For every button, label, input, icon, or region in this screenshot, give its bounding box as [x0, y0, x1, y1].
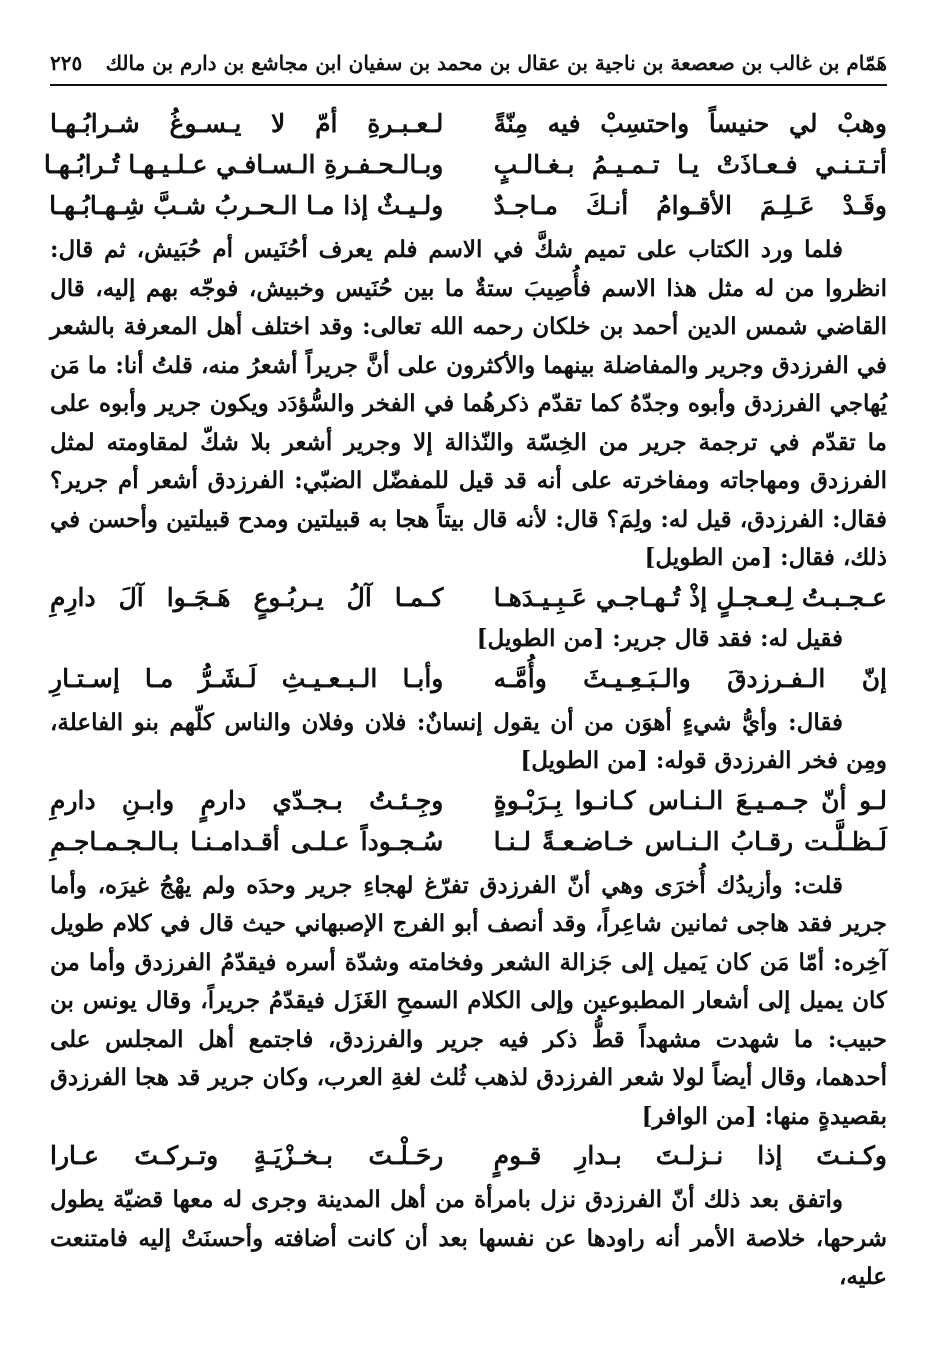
verse-second-hemistich: وجِـئـتُ بـجـدّي دارمٍ وابـنِ دارمِ	[50, 785, 444, 815]
header-title: هَمّام بن غالب بن صعصعة بن ناجية بن عقال بن محمد بن سفيان ابن مجاشع بن دارم بن مالك	[105, 51, 887, 75]
verse-line	[50, 578, 887, 619]
verse-first-hemistich: إنّ الـفـرزدقَ والـبَـعِـيـثَ وأُمَّـه	[493, 663, 887, 693]
verse-first-hemistich: لـو أنّ جـمـيـعَ الـنـاس كـانـوا بِـرَبْـوةٍ	[493, 785, 887, 815]
verse-second-hemistich: كـمـا آلُ يـربُـوعٍ هَـجَـوا آلَ دارِمِ	[50, 582, 444, 612]
page-number: ٢٢٥	[50, 51, 83, 75]
verse-second-hemistich: لـعـبـرةِ أمّ لا يـسـوغُ شـرابُـهـا	[50, 109, 444, 138]
verse-line	[50, 1136, 887, 1177]
prose-paragraph: فقال: وأيُّ شيءٍ أهوَن من أن يقول إنسانٌ: فلان وفلان والناس كلّهم بنو الفاعلة، ومِن فخر الفرزدق قوله: [من الطويل]	[50, 708, 887, 774]
verse-second-hemistich: وأبـا الـبـعـيـثِ لَـشَـرُّ مـا إسـتـارِ	[50, 663, 444, 693]
verse-first-hemistich: وقَـدْ عَـلِـمَ الأقـوامُ أنـكَ مـاجـدٌ	[493, 191, 887, 220]
verse-line	[50, 104, 887, 145]
prose-paragraph: فقيل له: فقد قال جرير: [من الطويل]	[476, 624, 843, 652]
verse-first-hemistich: لَـظـلَّـت رقـابُ الـنـاس خـاضـعـةً لـنـا	[493, 826, 887, 856]
verse-first-hemistich: وهبْ لي حنيساً واحتسِبْ فيه مِنّةً	[493, 109, 887, 138]
verse-line	[50, 822, 887, 863]
verse-first-hemistich: أتـتـنـي فـعـاذَتْ يـا تـمـيـمُ بـغـالـبٍ	[493, 150, 887, 179]
verse-line	[43, 145, 887, 186]
verse-second-hemistich: رحَـلْـتَ بـخـزْيَـةٍ وتـركـتَ عـارا	[50, 1141, 444, 1170]
prose-paragraph: قلت: وأزيدُك أُخرَى وهي أنّ الفرزدق تفرّغ لهجاءِ جرير وحدَه ولم يهْجُ غيرَه، وأما جرير فقد هاجى ثمانين شاعِراً، وقد أنصف أبو الفرج الإصبهاني حيث قال في كلام طويل آخِره: أمّا مَن كان يَميل إلى جَزالة الشعر وفخامته وشدّة أسره فيقدّمُ الفرزدق وأما من كان يميل إلى أشعار المطبوعين وإلى الكلام السمحِ الغَزَل فيقدّمُ جريراً، وقال يونس بن حبيب: ما شهدت مشهداً قطُّ ذكر فيه جرير والفرزدق، فاجتمع أهل المجلس على أحدهما، وقال أيضاً لولا شعر الفرزدق لذهب ثُلث لغةِ العرب، وكان جرير قد هجا الفرزدق بقصيدةٍ منها: [من الوافر]	[50, 871, 887, 1130]
verse-second-hemistich: وبـالـحـفـرةِ الـسـافـي عـلـيـهـا تُـرابُـهـا	[43, 150, 444, 179]
verse-second-hemistich: ولـيـثٌ إذا مـا الـحـربُ شـبَّ شِـهـابُـهـا	[49, 191, 444, 220]
verse-line	[50, 659, 887, 700]
prose-paragraph: فلما ورد الكتاب على تميم شكَّ في الاسم فلم يعرف أحُنَيس أم حُبَيش، ثم قال: انظروا من له مثل هذا الاسم فأُصِيبَ ستةٌ ما بين حُنَيس وخبيش، فوجّه بهم إليه، قال القاضي شمس الدين أحمد بن خلكان رحمه الله تعالى: وقد اختلف أهل المعرفة بالشعر في الفرزدق وجرير والمفاضلة بينهما والأكثرون على أنَّ جريراً أشعرُ منه، قلتُ أنا: ما مَن يُهاجي الفرزدق وأبوه وجدّهُ كما تقدّم ذكرهُما في الفخر والسُّؤدَد ويكون جرير وأبوه على ما تقدّم في ترجمة جرير من الخِسّة والنّذالة إلا وجرير أشعر بلا شكّ لمقاومته لمثل الفرزدق ومهاجاته ومفاخرته على أنه قد قيل للمفضّل الضبّي: الفرزدق أشعر أم جرير؟ فقال: الفرزدق، قيل له: ولِمَ؟ قال: لأنه قال بيتاً هجا به قبيلتين ومدح قبيلتين وأحسن في ذلك، فقال: [من الطويل]	[50, 236, 887, 571]
verse-first-hemistich: وكـنـتَ إذا نـزلـتَ بـدارِ قـومٍ	[493, 1141, 887, 1170]
verse-line	[50, 186, 887, 227]
prose-paragraph: واتفق بعد ذلك أنّ الفرزدق نزل بامرأة من أهل المدينة وجرى له معها قضيّة يطول شرحها، خلاصة الأمر أنه راودها عن نفسها بعد أن كانت أضافته وأحسنَتْ إليه فامتنعت عليه،	[50, 1186, 887, 1290]
verse-line	[50, 781, 887, 822]
verse-first-hemistich: عـجـبـتُ لِـعـجـلٍ إذْ تُـهـاجـي عَـبِـيـدَهـا	[493, 582, 887, 612]
running-header	[50, 48, 887, 86]
verse-second-hemistich: سُـجـوداً عـلـى أقـدامـنـا بـالـجـمـاجـمِ	[50, 826, 444, 856]
